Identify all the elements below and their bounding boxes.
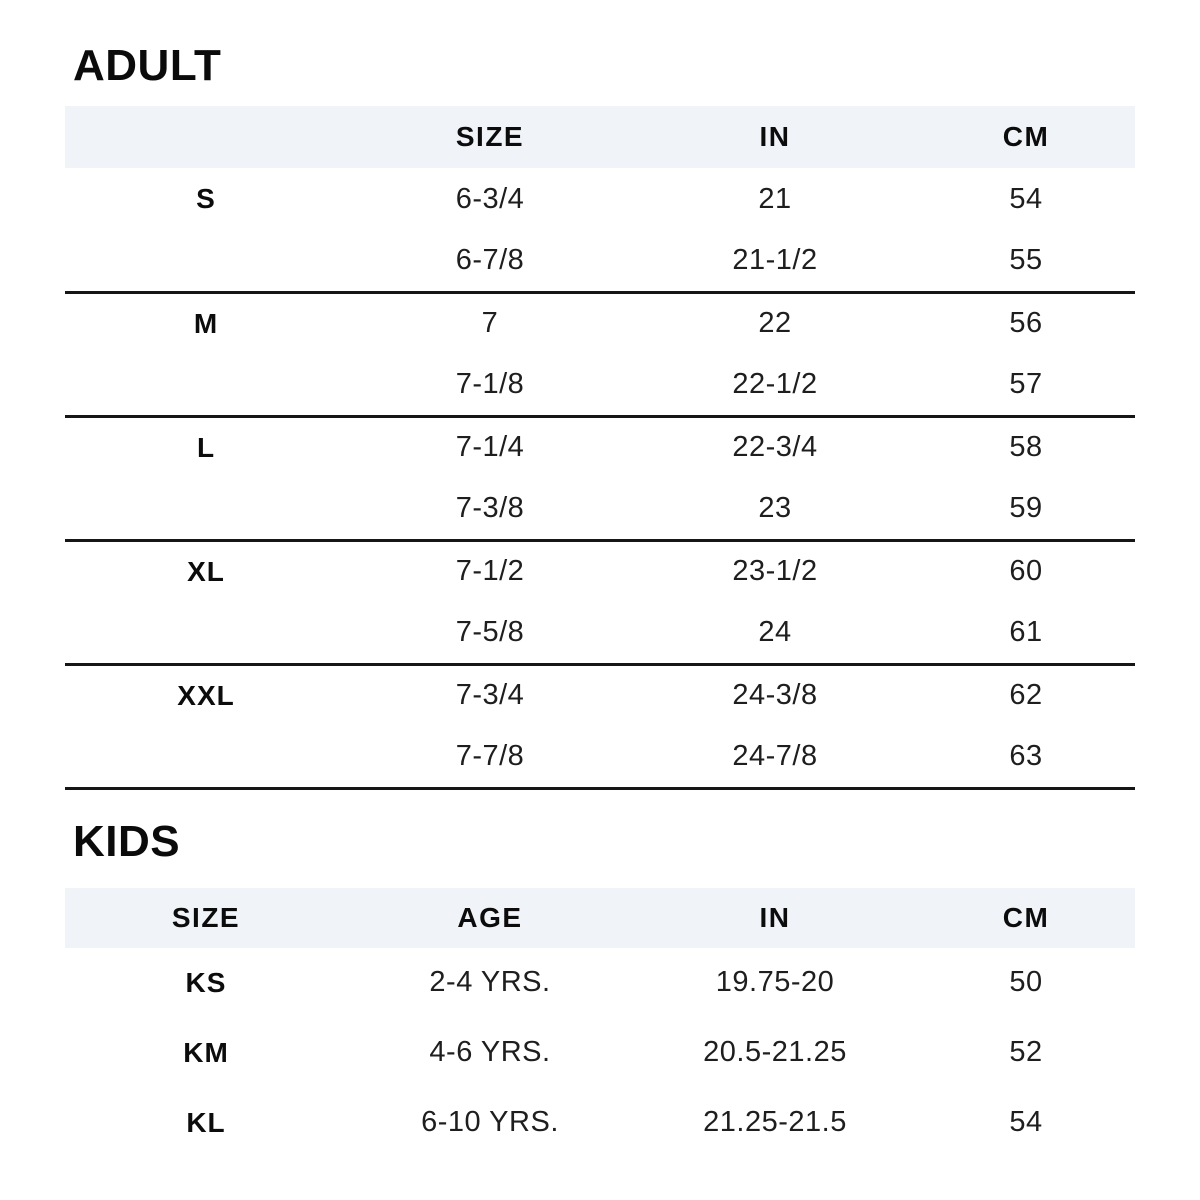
cm-value: 55 xyxy=(917,230,1135,292)
column-header-in: IN xyxy=(759,901,791,933)
cm-value: 62 xyxy=(1009,679,1043,712)
column-header-cm: CM xyxy=(1002,121,1050,152)
table-row xyxy=(65,354,1135,416)
kids-section-title: KIDS xyxy=(73,816,181,866)
in-value: 21 xyxy=(758,182,792,215)
size-group-label: S xyxy=(196,183,216,214)
size-value: 7-1/8 xyxy=(347,354,633,416)
column-header-size: SIZE xyxy=(171,901,241,933)
size-value: 7 xyxy=(481,307,499,340)
table-row xyxy=(65,416,1135,478)
table-row xyxy=(65,948,1135,1018)
size-chart-page xyxy=(0,41,1200,1200)
cm-value: 54 xyxy=(1009,182,1043,215)
in-value: 23-1/2 xyxy=(732,555,818,588)
in-value: 22 xyxy=(758,307,792,340)
age-value: 2-4 YRS. xyxy=(429,966,551,998)
table-row xyxy=(65,540,1135,602)
size-value: 6-7/8 xyxy=(347,230,633,292)
column-header-age: AGE xyxy=(457,901,523,933)
in-value: 24-7/8 xyxy=(633,726,917,788)
size-group-label xyxy=(65,602,347,664)
table-row xyxy=(65,1018,1135,1088)
size-group-label: XL xyxy=(187,555,225,587)
column-header-size: SIZE xyxy=(455,121,525,152)
size-group-label xyxy=(65,726,347,788)
table-row xyxy=(65,602,1135,664)
in-value: 24 xyxy=(633,602,917,664)
cm-value: 56 xyxy=(1009,307,1043,340)
size-value: 7-1/2 xyxy=(455,555,525,588)
in-value: 24-3/8 xyxy=(732,679,818,712)
size-group-label xyxy=(65,354,347,416)
cm-value: 60 xyxy=(1009,555,1043,588)
table-row xyxy=(65,292,1135,354)
size-value: 7-1/4 xyxy=(455,431,525,464)
kids-header-row xyxy=(65,888,1135,948)
table-row xyxy=(65,726,1135,788)
table-row xyxy=(65,664,1135,726)
size-group-label: KS xyxy=(185,966,227,998)
size-group-label: KL xyxy=(186,1106,226,1138)
cm-value: 58 xyxy=(1009,431,1043,464)
in-value: 19.75-20 xyxy=(715,966,835,998)
adult-size-table xyxy=(65,106,1135,790)
size-value: 6-3/4 xyxy=(455,182,525,215)
table-row xyxy=(65,168,1135,230)
size-value: 7-3/4 xyxy=(455,679,525,712)
size-value: 7-5/8 xyxy=(347,602,633,664)
in-value: 20.5-21.25 xyxy=(703,1036,847,1068)
in-value: 22-3/4 xyxy=(732,431,818,464)
in-value: 21-1/2 xyxy=(633,230,917,292)
cm-value: 52 xyxy=(1009,1036,1043,1068)
in-value: 21.25-21.5 xyxy=(703,1106,847,1138)
in-value: 23 xyxy=(633,478,917,540)
cm-value: 54 xyxy=(1009,1106,1043,1138)
age-value: 4-6 YRS. xyxy=(429,1036,551,1068)
kids-size-table xyxy=(65,888,1135,1158)
adult-section-title: ADULT xyxy=(73,41,222,90)
age-value: 6-10 YRS. xyxy=(421,1106,559,1138)
size-group-label: XXL xyxy=(177,679,235,711)
size-value: 7-7/8 xyxy=(347,726,633,788)
cm-value: 57 xyxy=(917,354,1135,416)
size-group-label: M xyxy=(193,307,219,339)
cm-value: 59 xyxy=(917,478,1135,540)
table-row xyxy=(65,230,1135,292)
in-value: 22-1/2 xyxy=(633,354,917,416)
cm-value: 63 xyxy=(917,726,1135,788)
column-header-blank xyxy=(65,106,347,168)
adult-header-row xyxy=(65,106,1135,168)
size-group-label: L xyxy=(196,431,216,463)
cm-value: 50 xyxy=(1009,966,1043,998)
cm-value: 61 xyxy=(917,602,1135,664)
column-header-in: IN xyxy=(759,121,791,152)
table-row xyxy=(65,1088,1135,1158)
column-header-cm: CM xyxy=(1002,901,1050,933)
size-group-label xyxy=(65,230,347,292)
size-group-label: KM xyxy=(183,1036,229,1068)
size-group-label xyxy=(65,478,347,540)
size-value: 7-3/8 xyxy=(347,478,633,540)
table-row xyxy=(65,478,1135,540)
